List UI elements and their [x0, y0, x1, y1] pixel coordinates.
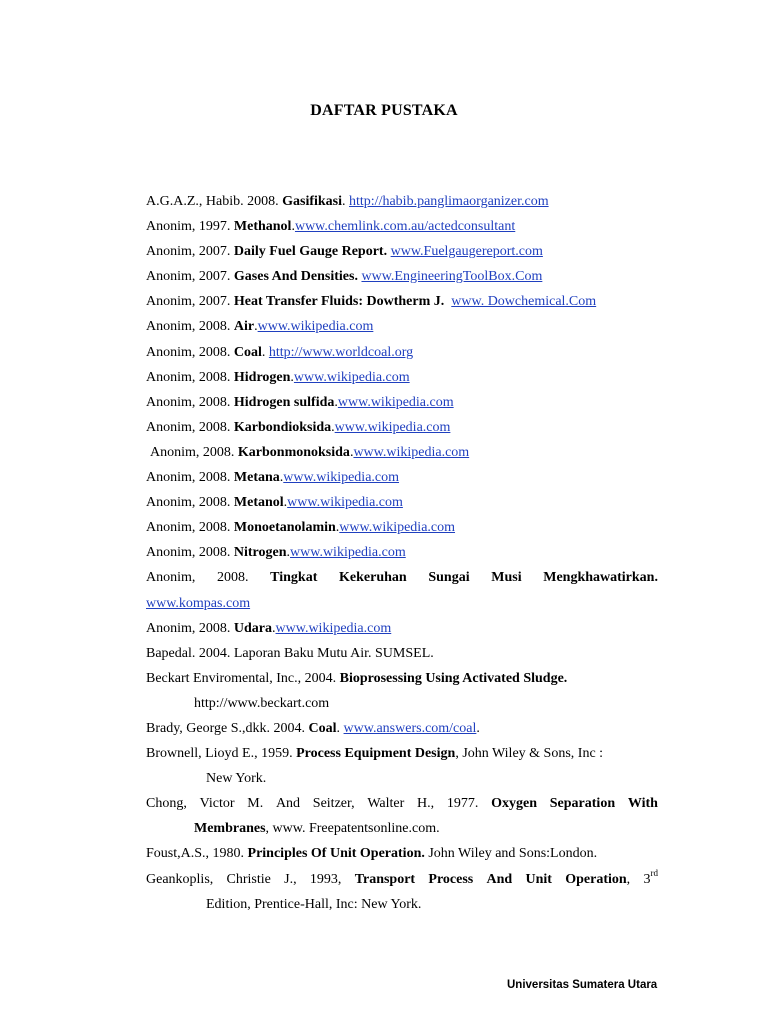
reference-link[interactable]: www.wikipedia.com: [293, 369, 410, 385]
reference-author: Anonim, 2008.: [146, 369, 234, 385]
edition-suffix: rd: [650, 867, 658, 878]
reference-list: [146, 189, 658, 917]
reference-item: [146, 214, 658, 239]
reference-title: Metanol: [233, 495, 284, 511]
reference-link[interactable]: www.wikipedia.com: [339, 520, 456, 536]
reference-link[interactable]: http://habib.panglimaorganizer.com: [349, 194, 549, 209]
reference-item: [146, 340, 658, 365]
reference-author: Brownell, Lioyd E., 1959.: [146, 746, 297, 762]
reference-author: Anonim, 1997.: [146, 219, 234, 235]
reference-title: Hidrogen: [233, 369, 291, 385]
reference-author: Brady, George S.,dkk. 2004.: [146, 720, 309, 736]
reference-title-word: Tingkat: [270, 570, 318, 586]
reference-author: Anonim, 2007.: [146, 269, 234, 285]
reference-title: Process Equipment Design: [296, 746, 456, 762]
reference-separator: .: [476, 720, 480, 736]
reference-item-chong: [146, 791, 658, 816]
reference-title: Metana: [233, 470, 280, 486]
reference-separator: .: [335, 520, 340, 536]
reference-separator: .: [279, 470, 284, 486]
reference-title: Karbondioksida: [233, 419, 332, 435]
reference-link[interactable]: www.wikipedia.com: [290, 545, 406, 561]
page-title: DAFTAR PUSTAKA: [310, 102, 458, 119]
reference-item: [146, 616, 658, 641]
reference-title-word: With: [627, 796, 658, 812]
reference-title: Heat Transfer Fluids: Dowtherm J.: [233, 294, 445, 310]
reference-link[interactable]: www.wikipedia.com: [257, 319, 374, 335]
reference-continuation: [146, 591, 658, 616]
reference-item: [146, 465, 658, 490]
reference-author: Anonim, 2008.: [150, 444, 238, 460]
reference-item: [146, 239, 658, 264]
reference-word: M.: [247, 796, 264, 812]
reference-title-word: Sungai: [428, 570, 470, 586]
reference-author: Anonim, 2008.: [146, 470, 234, 486]
reference-author: Anonim, 2007.: [146, 244, 234, 260]
reference-item: [146, 189, 658, 214]
reference-author: Anonim, 2008.: [146, 419, 234, 435]
reference-author: Anonim, 2007.: [146, 294, 234, 310]
reference-separator: .: [272, 620, 276, 636]
reference-item: [146, 490, 658, 515]
reference-continuation: [146, 816, 658, 841]
reference-separator: .: [261, 344, 269, 360]
reference-author: Foust,A.S., 1980.: [146, 846, 248, 862]
reference-publisher: , www. Freepatentsonline.com.: [265, 821, 440, 837]
reference-title-word: And: [486, 871, 513, 887]
reference-author: Anonim, 2008.: [146, 344, 234, 360]
reference-link[interactable]: www.kompas.com: [146, 595, 251, 611]
reference-word: 2008.: [217, 570, 249, 586]
reference-word: Victor: [199, 796, 235, 812]
reference-publisher: , John Wiley & Sons, Inc :: [455, 746, 604, 762]
reference-separator: .: [254, 319, 258, 335]
reference-edition: [643, 867, 658, 892]
reference-item: [146, 440, 658, 465]
reference-continuation: http://www.beckart.com: [194, 695, 330, 711]
reference-link[interactable]: www. Dowchemical.Com: [451, 294, 597, 310]
reference-title: Membranes: [194, 821, 266, 837]
reference-author: Anonim, 2008.: [146, 495, 234, 511]
reference-item: [146, 264, 658, 289]
reference-link[interactable]: www.answers.com/coal: [343, 720, 477, 736]
reference-separator: .: [331, 419, 335, 435]
reference-separator: .: [334, 394, 338, 410]
reference-separator: .: [286, 545, 291, 561]
reference-author: Beckart Enviromental, Inc., 2004.: [146, 670, 340, 686]
reference-title: Udara: [233, 620, 273, 636]
reference-link[interactable]: www.wikipedia.com: [353, 444, 470, 460]
reference-item-geankoplis: [146, 867, 658, 892]
reference-word: J.,: [284, 871, 297, 887]
reference-author: Anonim, 2008.: [146, 545, 234, 561]
reference-separator: ,: [626, 871, 631, 887]
reference-item: [146, 540, 658, 565]
reference-author: Anonim, 2008.: [146, 520, 234, 536]
reference-title-word: Musi: [491, 570, 522, 586]
reference-separator: .: [336, 720, 344, 736]
reference-link[interactable]: www.wikipedia.com: [334, 419, 451, 435]
reference-link[interactable]: www.wikipedia.com: [337, 394, 454, 410]
reference-word: Chong,: [146, 796, 187, 812]
reference-separator: .: [349, 444, 354, 460]
reference-item: Bapedal. 2004. Laporan Baku Mutu Air. SUMSEL.: [146, 645, 434, 661]
reference-link[interactable]: www.wikipedia.com: [283, 470, 400, 486]
reference-title-word: Kekeruhan: [339, 570, 407, 586]
reference-author: A.G.A.Z., Habib. 2008.: [146, 194, 283, 209]
reference-title-word: Unit: [525, 871, 552, 887]
reference-link[interactable]: www.chemlink.com.au/actedconsultant: [294, 219, 516, 235]
reference-link[interactable]: http://www.worldcoal.org: [268, 344, 414, 360]
reference-author: Anonim, 2008.: [146, 394, 234, 410]
reference-title: Principles Of Unit Operation.: [247, 846, 425, 862]
reference-link[interactable]: www.Fuelgaugereport.com: [390, 244, 543, 260]
reference-title: Nitrogen: [233, 545, 287, 561]
reference-title-word: Oxygen: [491, 796, 538, 812]
reference-word: H.,: [417, 796, 435, 812]
reference-title: Air: [233, 319, 255, 335]
reference-word: Walter: [367, 796, 405, 812]
reference-title: Gasifikasi: [282, 194, 343, 209]
reference-separator: .: [283, 495, 288, 511]
reference-item: [146, 365, 658, 390]
reference-item: [146, 289, 658, 314]
reference-word: 1993,: [309, 871, 342, 887]
reference-item: [146, 390, 658, 415]
reference-title-word: Transport: [354, 871, 416, 887]
reference-title: Bioprosessing Using Activated Sludge.: [339, 670, 568, 686]
reference-link[interactable]: www.wikipedia.com: [275, 620, 392, 636]
reference-word: [565, 867, 630, 892]
reference-author: Anonim, 2008.: [146, 319, 234, 335]
reference-title-word: Operation: [565, 871, 627, 887]
reference-separator: .: [290, 369, 294, 385]
reference-link[interactable]: www.EngineeringToolBox.Com: [361, 269, 543, 285]
reference-title: Daily Fuel Gauge Report.: [233, 244, 388, 260]
reference-title-word: Process: [428, 871, 474, 887]
reference-separator: .: [291, 219, 295, 235]
reference-continuation: New York.: [206, 771, 267, 787]
reference-title: Coal: [233, 344, 262, 360]
reference-item: [146, 666, 658, 691]
reference-continuation: Edition, Prentice-Hall, Inc: New York.: [206, 896, 422, 912]
reference-title: Monoetanolamin: [233, 520, 336, 536]
reference-title: Methanol: [233, 219, 292, 235]
reference-word: Christie: [226, 871, 271, 887]
reference-title: Hidrogen sulfida: [233, 394, 335, 410]
reference-separator: .: [342, 194, 350, 209]
reference-title: Coal: [308, 720, 337, 736]
reference-word: Seitzer,: [312, 796, 355, 812]
edition-number: 3: [643, 871, 651, 887]
reference-word: 1977.: [446, 796, 479, 812]
reference-item: [146, 841, 658, 866]
reference-item: [146, 741, 658, 766]
reference-word: Anonim,: [146, 570, 196, 586]
reference-title-word: Separation: [549, 796, 616, 812]
reference-item: [146, 515, 658, 540]
reference-title-word: Mengkhawatirkan.: [543, 570, 658, 586]
reference-word: And: [275, 796, 301, 812]
reference-title: Gases And Densities.: [233, 269, 358, 285]
reference-author: Anonim, 2008.: [146, 620, 234, 636]
reference-item: [146, 314, 658, 339]
reference-item: [146, 415, 658, 440]
reference-title: Karbonmonoksida: [237, 444, 350, 460]
reference-item-musi: [146, 565, 658, 590]
reference-publisher: John Wiley and Sons:London.: [424, 846, 598, 862]
footer-institution: Universitas Sumatera Utara: [507, 979, 658, 991]
reference-word: Geankoplis,: [146, 871, 214, 887]
reference-link[interactable]: www.wikipedia.com: [287, 495, 403, 511]
reference-item: [146, 716, 658, 741]
